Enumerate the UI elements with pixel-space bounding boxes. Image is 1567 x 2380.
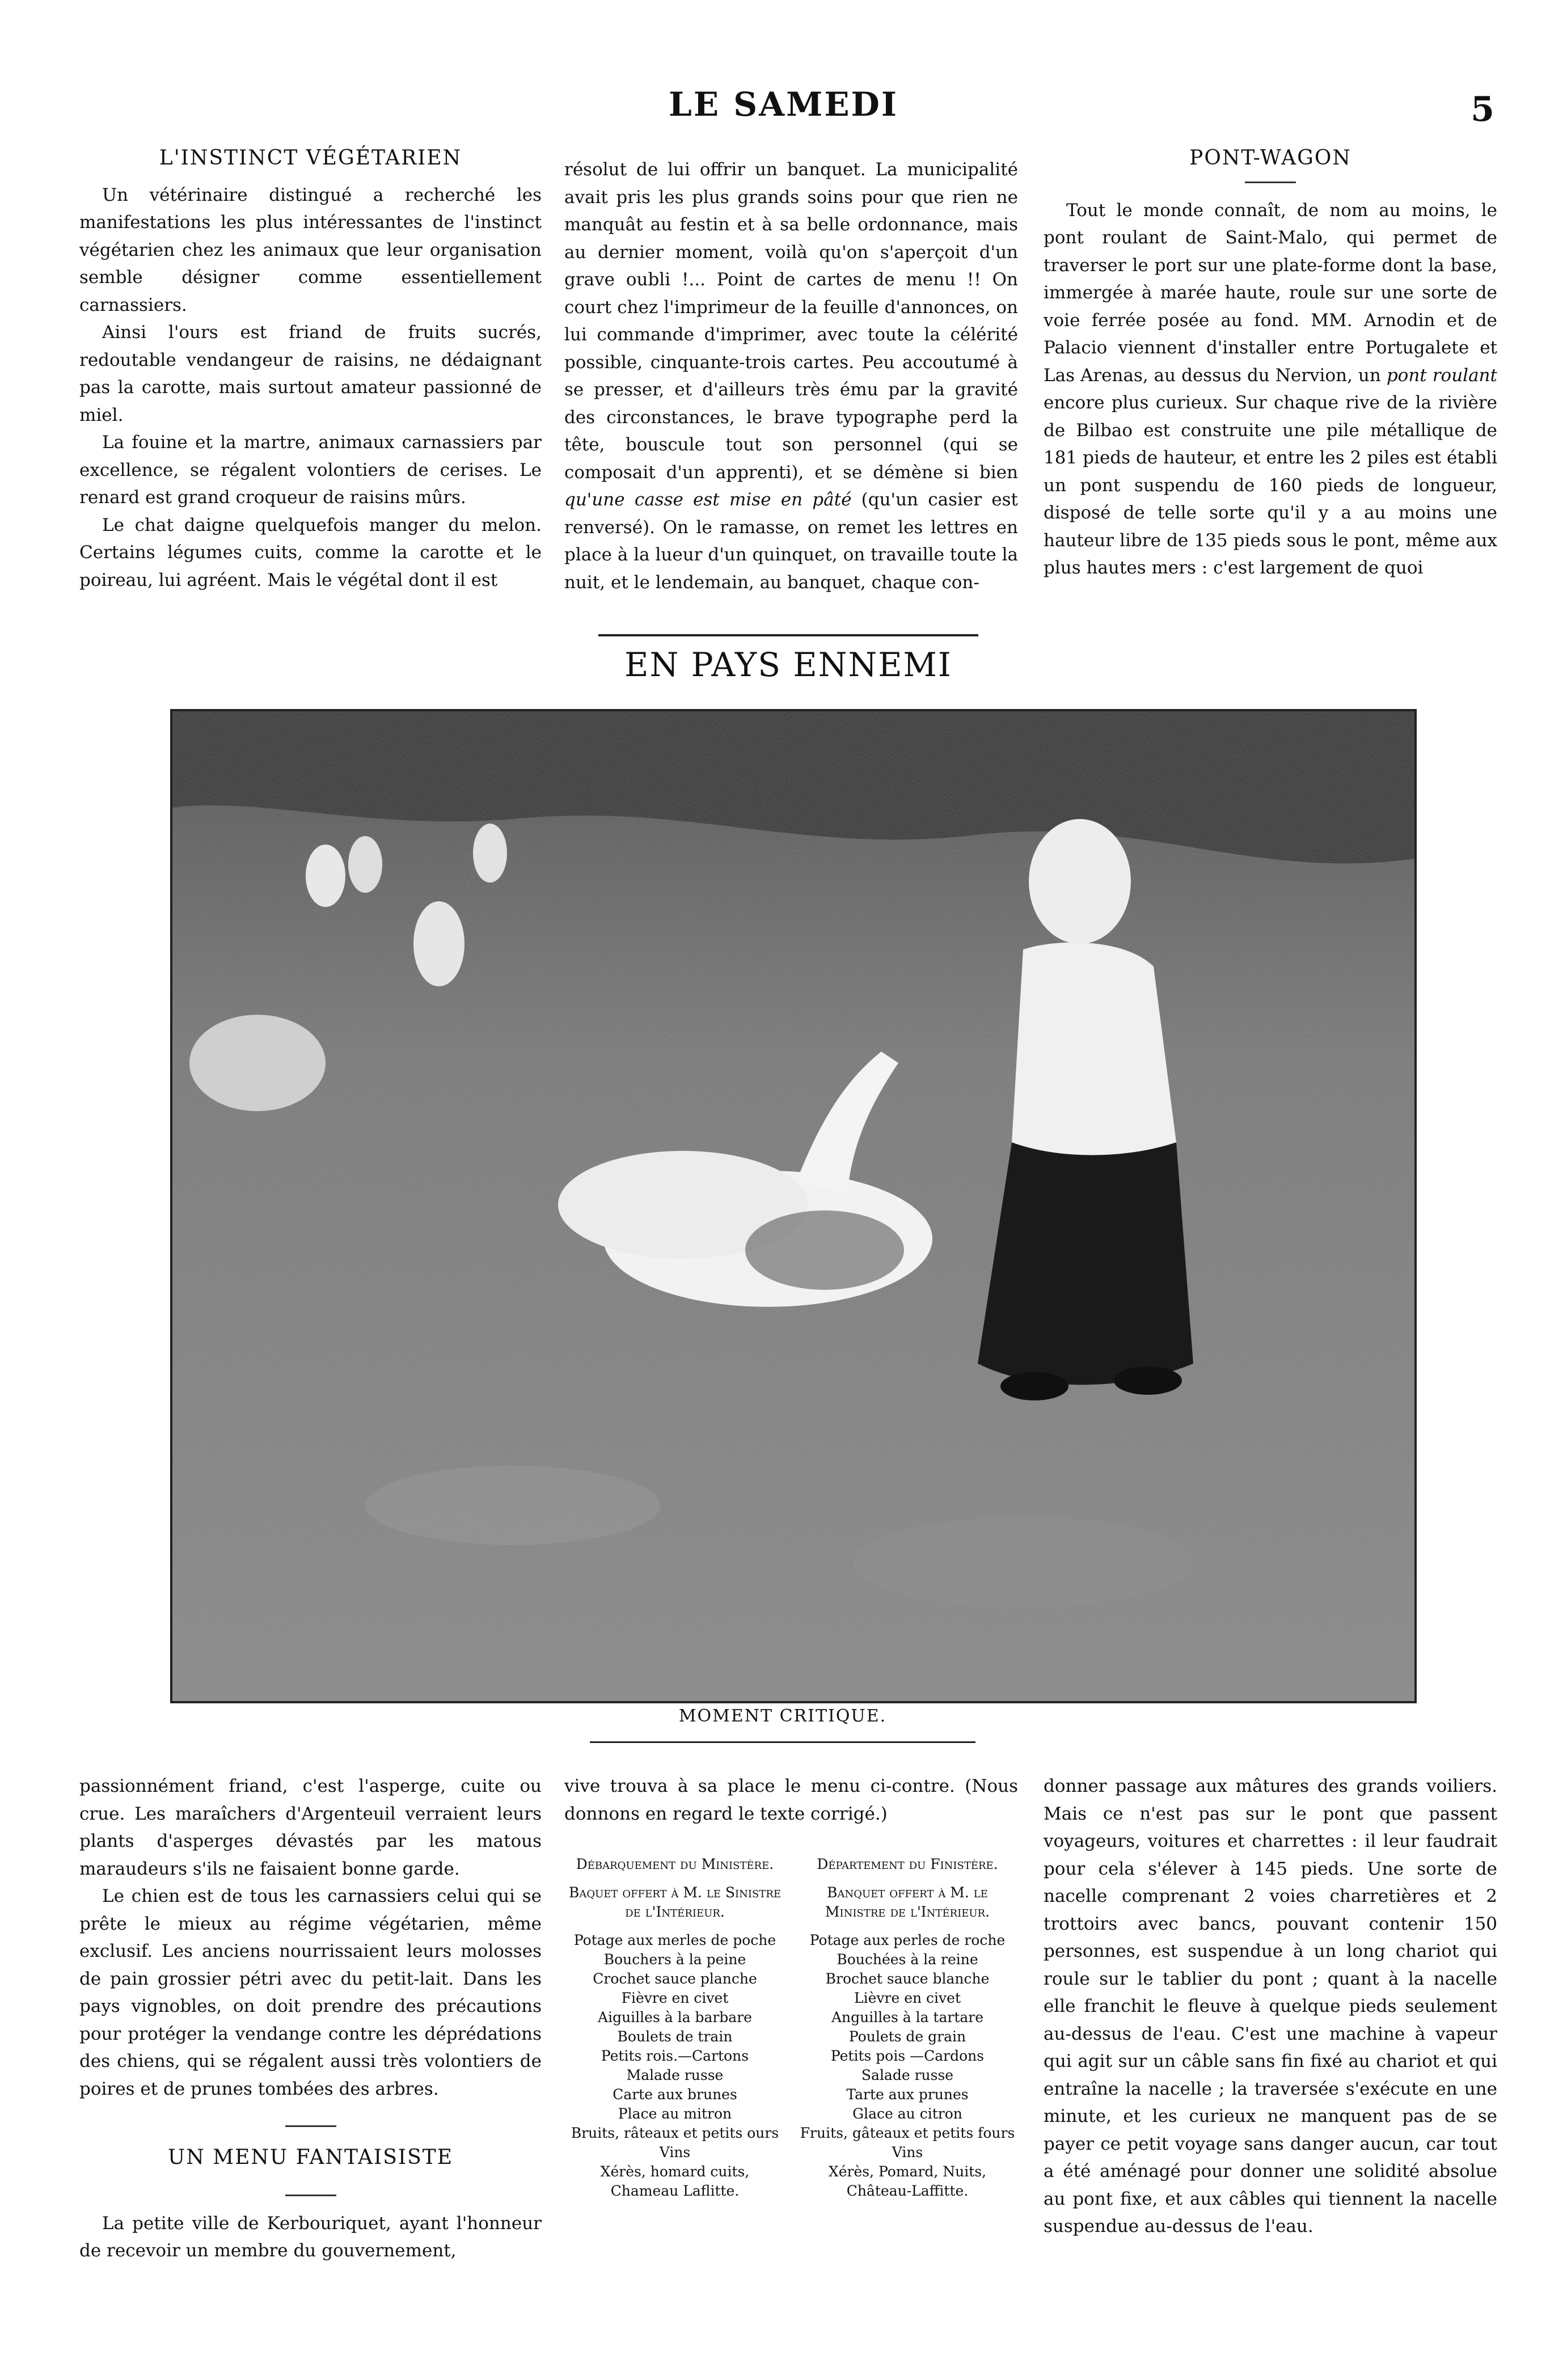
heading-pont-wagon: PONT-WAGON — [1189, 146, 1351, 170]
paragraph: La petite ville de Kerbouriquet, ayant l'honneur de recevoir un membre du gouvernement, — [79, 2213, 542, 2261]
menu-card-subheader: Banquet offert à M. le Ministre de l'Intérieur. — [825, 1884, 990, 1920]
page-number: 5 — [1471, 90, 1494, 129]
article-menu-cards — [564, 1773, 1018, 1828]
paragraph-text: (qu'un casier est renversé). On le ramasse, on remet les lettres en place à la lueur d'un quinquet, on travaille toute la nuit, et le lendemain, au banquet, chaque con- — [564, 489, 1018, 593]
paragraph: donner passage aux mâtures des grands voiliers. Mais ce n'est pas sur le pont que passent voyageurs, voitures et charrettes : il leur faudrait pour cela s'élever à 145 pieds. Une sorte de nacelle comprenant 2 voies charretières et 2 trottoirs avec bancs, pouvant contenir 150 personnes, est suspendue à un long chariot qui roule sur le tablier du pont ; quant à la nacelle elle franchit le fleuve à quelque pieds seulement au-dessus de l'eau. C'est une machine à vapeur qui agit sur un câble sans fin fixé au chariot et qui entraîne la nacelle ; la traversée s'exécute en une minute, et les curieux ne manquent pas de se payer ce petit voyage sans danger aucun, car tout a été aménagé pour donner une solidité absolue au pont fixe, et aux câbles qui tiennent la nacelle suspendue au-dessus de l'eau. — [1044, 1776, 1497, 2236]
menu-card-misprinted — [564, 1855, 785, 2201]
italic-phrase: pont roulant — [1386, 365, 1497, 386]
paragraph: vive trouva à sa place le menu ci-contre. (Nous donnons en regard le texte corrigé.) — [564, 1776, 1018, 1824]
italic-phrase: qu'une casse est mise en pâté — [564, 489, 852, 510]
paragraph: Ainsi l'ours est friand de fruits sucrés, redoutable vendangeur de raisins, ne dédaignant pas la carotte, mais surtout amateur passionné de miel. — [79, 322, 542, 425]
masthead: LE SAMEDI — [669, 85, 898, 124]
illustration-title: EN PAYS ENNEMI — [624, 645, 952, 684]
paragraph-text: Tout le monde connaît, de nom au moins, le pont roulant de Saint-Malo, qui permet de traverser le port sur une plate-forme dont la base, immergée à marée haute, roule sur une sorte de voie ferrée posée au fond. MM. Arnodin et de Palacio viennent d'installer entre Portugalete et Las Arenas, au dessus du Nervion, un — [1044, 200, 1497, 386]
menu-card-items: Potage aux perles de roche Bouchées à la reine Brochet sauce blanche Lièvre en civet Anguilles à la tartare Poulets de grain Petits pois —Cardons Salade russe Tarte aux prunes Glace au citron Fruits, gâteaux et petits fours Vins Xérès, Pomard, Nuits, Château-Laffitte. — [800, 1932, 1015, 2199]
divider — [590, 1741, 975, 1743]
heading-menu-fantaisiste: UN MENU FANTAISISTE — [167, 2146, 454, 2169]
paragraph: Un vétérinaire distingué a recherché les manifestations les plus intéressantes de l'instinct végétarien chez les animaux que leur organisation semble désigner comme essentiellement carnassiers. — [79, 184, 542, 315]
menu-card-header: Département du Finistère. — [817, 1856, 998, 1872]
paragraph — [564, 156, 1018, 596]
divider — [285, 2125, 336, 2127]
menu-card-header: Débarquement du Ministère. — [576, 1856, 774, 1872]
article-pont-wagon-continued — [1044, 1773, 1497, 2240]
heading-instinct-vegetarien: L'INSTINCT VÉGÉTARIEN — [159, 146, 462, 170]
divider — [285, 2195, 336, 2196]
divider — [598, 634, 978, 636]
menu-card-corrected — [797, 1855, 1018, 2201]
menu-card-items: Potage aux merles de poche Bouchers à la peine Crochet sauce planche Fièvre en civet Aiguilles à la barbare Boulets de train Petits rois.—Cartons Malade russe Carte aux brunes Place au mitron Bruits, râteaux et petits ours Vins Xérès, homard cuits, Chameau Laflitte. — [571, 1932, 779, 2199]
paragraph: La fouine et la martre, animaux carnassiers par excellence, se régalent volontiers de cerises. Le renard est grand croqueur de raisins mûrs. — [79, 432, 542, 508]
menu-card-subheader: Baquet offert à M. le Sinistre de l'Intérieur. — [568, 1884, 782, 1920]
divider — [1245, 182, 1296, 183]
article-menu-continued — [564, 156, 1018, 596]
paragraph: passionnément friand, c'est l'asperge, cuite ou crue. Les maraîchers d'Argenteuil verraient leurs plants d'asperges dévastés par les matous maraudeurs s'ils ne faisaient bonne garde. — [79, 1776, 542, 1879]
article-pont-wagon — [1044, 145, 1497, 582]
paragraph — [1044, 197, 1497, 582]
paragraph-text: résolut de lui offrir un banquet. La municipalité avait pris les plus grands soins pour que rien ne manquât au festin et à sa belle ordonnance, mais au dernier moment, voilà qu'on s'aperçoit d'un grave oubli !... Point de cartes de menu !! On court chez l'imprimeur de la feuille d'annonces, on lui commande d'imprimer, avec toute la célérité possible, cinquante-trois cartes. Peu accoutumé à se presser, et d'ailleurs très ému par la gravité des circonstances, le brave typographe perd la tête, bouscule tout son personnel (qui se composait d'un apprenti), et se démène si bien — [564, 159, 1018, 483]
article-instinct-vegetarien — [79, 145, 542, 594]
paragraph-text: encore plus curieux. Sur chaque rive de la rivière de Bilbao est construite une pile métallique de 181 pieds de hauteur, et entre les 2 piles est établi un pont suspendu de 160 pieds de longueur, disposé de telle sorte qu'il y a au moins une hauteur libre de 135 pieds sous le pont, même aux plus hautes mers : c'est largement de quoi — [1044, 393, 1497, 578]
engraving-geese-and-child — [170, 709, 1417, 1703]
illustration-caption: MOMENT CRITIQUE. — [678, 1706, 887, 1726]
paragraph: Le chien est de tous les carnassiers celui qui se prête le mieux au régime végétarien, même exclusif. Les anciens nourrissaient leurs molosses de pain grossier pétri avec du petit-lait. Dans les pays vignobles, on doit prendre des précautions pour protéger la vendange contre les déprédations des chiens, qui se régalent aussi très volontiers de poires et de prunes tombées des arbres. — [79, 1886, 542, 2099]
engraving-illustration — [172, 711, 1414, 1701]
paragraph: Le chat daigne quelquefois manger du melon. Certains légumes cuits, comme la carotte et le poireau, lui agréent. Mais le végétal dont il est — [79, 514, 542, 590]
article-instinct-continued — [79, 1773, 542, 2265]
